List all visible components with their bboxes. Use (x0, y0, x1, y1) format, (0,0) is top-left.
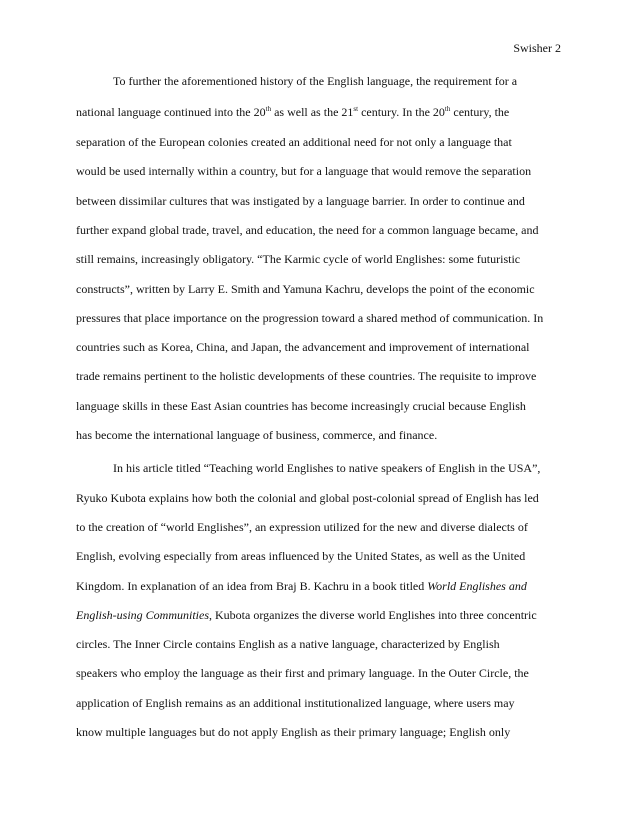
text-line: In his article titled “Teaching world Englishes to native speakers of English in the USA”, (113, 461, 541, 475)
text-line: application of English remains as an additional institutionalized language, where users may (76, 696, 515, 710)
text-line: still remains, increasingly obligatory. “The Karmic cycle of world Englishes: some futuristic (76, 252, 521, 266)
text-line: Ryuko Kubota explains how both the colonial and global post-colonial spread of English has led (76, 491, 539, 505)
text-line: pressures that place importance on the progression toward a shared method of communication. In (76, 311, 544, 325)
text-line: would be used internally within a country, but for a language that would remove the separation (76, 164, 532, 178)
text-line: national language continued into the 20th as well as the 21st century. In the 20th century, the (76, 105, 510, 119)
page-header: Swisher 2 (513, 41, 561, 55)
text-line: to the creation of “world Englishes”, an expression utilized for the new and diverse dialects of (76, 520, 528, 534)
text-line: Kingdom. In explanation of an idea from Braj B. Kachru in a book titled World Englishes and (76, 579, 527, 593)
text-line: English-using Communities, Kubota organizes the diverse world Englishes into three concentric (76, 608, 537, 622)
text-line: has become the international language of business, commerce, and finance. (76, 428, 438, 442)
text-line: countries such as Korea, China, and Japan, the advancement and improvement of international (76, 340, 530, 354)
text-line: further expand global trade, travel, and education, the need for a common language became, and (76, 223, 539, 237)
text-line: separation of the European colonies created an additional need for not only a language that (76, 135, 512, 149)
text-line: language skills in these East Asian countries has become increasingly crucial because English (76, 399, 526, 413)
text-line: English, evolving especially from areas influenced by the United States, as well as the United (76, 549, 526, 563)
text-line: circles. The Inner Circle contains English as a native language, characterized by English (76, 637, 500, 651)
text-line: constructs”, written by Larry E. Smith and Yamuna Kachru, develops the point of the economic (76, 282, 535, 296)
text-line: trade remains pertinent to the holistic developments of these countries. The requisite to improve (76, 369, 537, 383)
text-line: between dissimilar cultures that was instigated by a language barrier. In order to continue and (76, 194, 525, 208)
text-line: speakers who employ the language as their first and primary language. In the Outer Circle, the (76, 666, 529, 680)
text-line: To further the aforementioned history of the English language, the requirement for a (113, 74, 518, 88)
text-line: know multiple languages but do not apply English as their primary language; English only (76, 725, 511, 739)
